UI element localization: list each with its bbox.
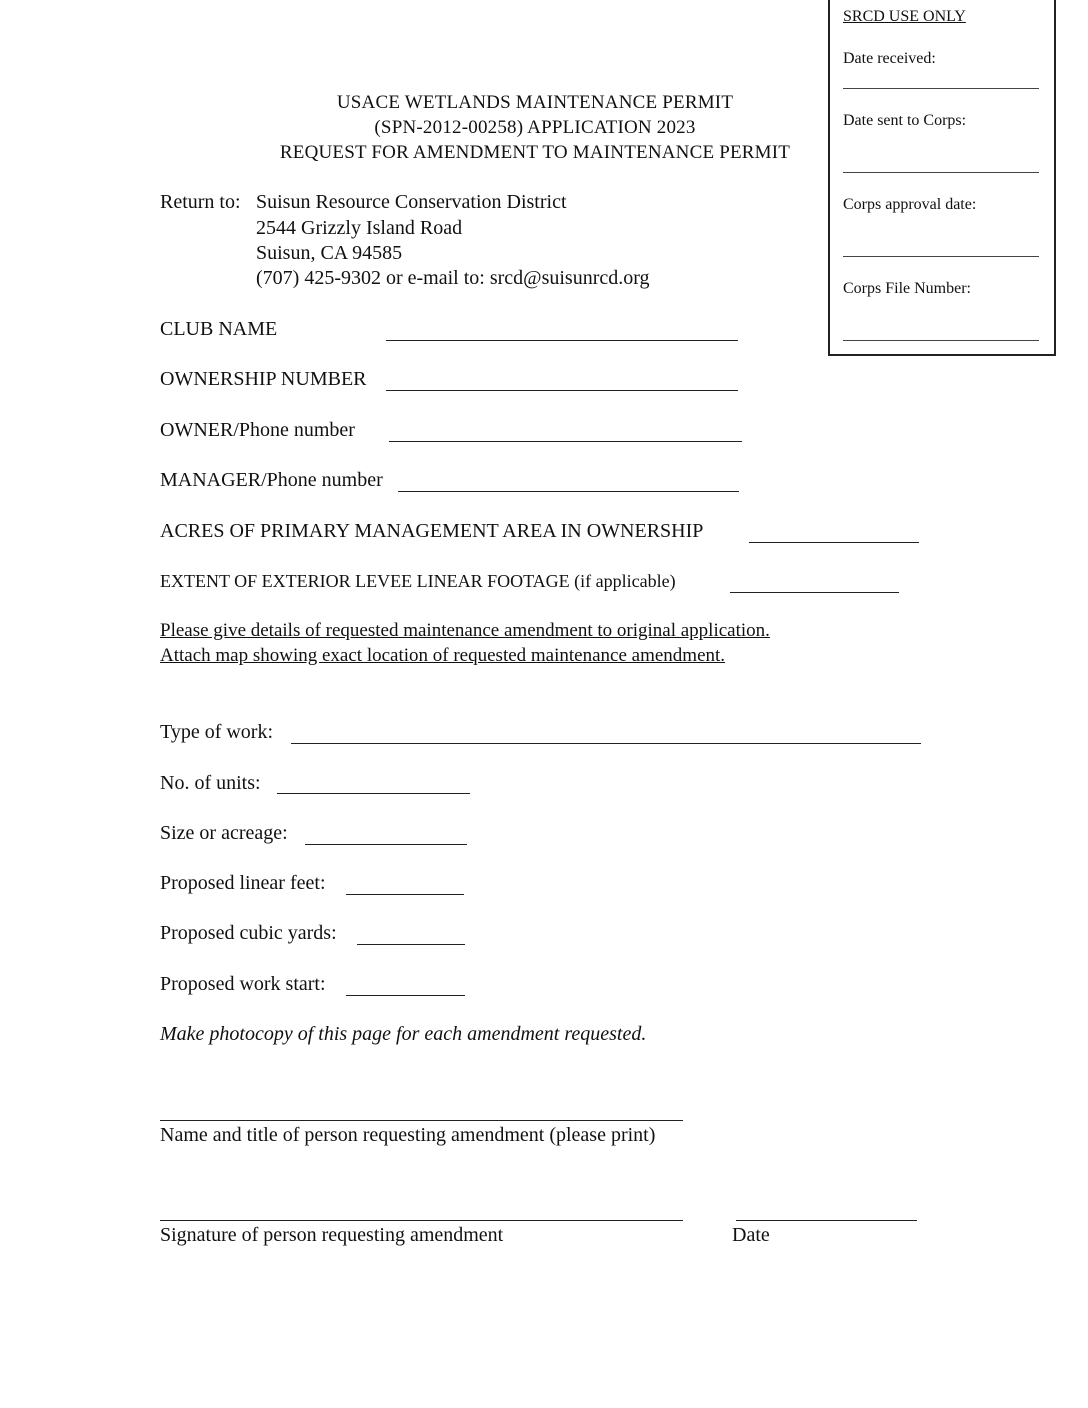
srcd-file-number-line[interactable] [843, 340, 1039, 341]
units-line[interactable] [277, 793, 470, 794]
linear-feet-line[interactable] [346, 894, 464, 895]
units-label: No. of units: [160, 772, 261, 794]
cubic-yards-label: Proposed cubic yards: [160, 922, 337, 944]
srcd-date-sent-label: Date sent to Corps: [843, 112, 967, 129]
ownership-number-label: OWNERSHIP NUMBER [160, 368, 367, 390]
work-start-label: Proposed work start: [160, 973, 326, 995]
srcd-date-received-line[interactable] [843, 88, 1039, 89]
title-line-2: (SPN-2012-00258) APPLICATION 2023 [374, 117, 696, 138]
return-org: Suisun Resource Conservation District [256, 191, 567, 213]
owner-phone-label: OWNER/Phone number [160, 419, 355, 441]
work-start-line[interactable] [346, 995, 465, 996]
return-to-label: Return to: [160, 191, 241, 213]
acres-line[interactable] [749, 542, 919, 543]
levee-label: EXTENT OF EXTERIOR LEVEE LINEAR FOOTAGE (if applicable) [160, 571, 676, 591]
return-contact: (707) 425-9302 or e-mail to: srcd@suisunrcd.org [256, 267, 650, 289]
acres-label: ACRES OF PRIMARY MANAGEMENT AREA IN OWNERSHIP [160, 520, 704, 542]
return-city: Suisun, CA 94585 [256, 242, 403, 264]
photocopy-note: Make photocopy of this page for each amendment requested. [160, 1023, 647, 1045]
club-name-label: CLUB NAME [160, 318, 278, 340]
srcd-approval-date-line[interactable] [843, 256, 1039, 257]
srcd-date-received-label: Date received: [843, 50, 936, 67]
levee-line[interactable] [730, 592, 899, 593]
srcd-date-sent-line[interactable] [843, 172, 1039, 173]
date-line[interactable] [736, 1220, 917, 1221]
manager-phone-label: MANAGER/Phone number [160, 469, 383, 491]
signature-label: Signature of person requesting amendment [160, 1224, 504, 1246]
name-title-label: Name and title of person requesting amendment (please print) [160, 1124, 656, 1146]
cubic-yards-line[interactable] [357, 944, 465, 945]
type-of-work-label: Type of work: [160, 721, 274, 743]
type-of-work-line[interactable] [291, 743, 921, 744]
ownership-number-line[interactable] [386, 390, 738, 391]
srcd-box-header: SRCD USE ONLY [843, 8, 966, 25]
size-line[interactable] [305, 844, 467, 845]
linear-feet-label: Proposed linear feet: [160, 872, 326, 894]
srcd-approval-date-label: Corps approval date: [843, 196, 977, 213]
srcd-file-number-label: Corps File Number: [843, 280, 971, 297]
owner-phone-line[interactable] [389, 441, 742, 442]
title-line-3: REQUEST FOR AMENDMENT TO MAINTENANCE PERMIT [279, 142, 791, 163]
manager-phone-line[interactable] [398, 491, 739, 492]
date-label: Date [732, 1224, 770, 1246]
return-street: 2544 Grizzly Island Road [256, 217, 463, 239]
club-name-line[interactable] [386, 340, 738, 341]
name-title-line[interactable] [160, 1120, 683, 1121]
srcd-use-only-box [828, 0, 1056, 356]
size-label: Size or acreage: [160, 822, 288, 844]
signature-line[interactable] [160, 1220, 683, 1221]
title-line-1: USACE WETLANDS MAINTENANCE PERMIT [336, 92, 734, 113]
instruction-line-1: Please give details of requested maintenance amendment to original application. [160, 620, 770, 641]
instruction-line-2: Attach map showing exact location of requested maintenance amendment. [160, 645, 726, 666]
